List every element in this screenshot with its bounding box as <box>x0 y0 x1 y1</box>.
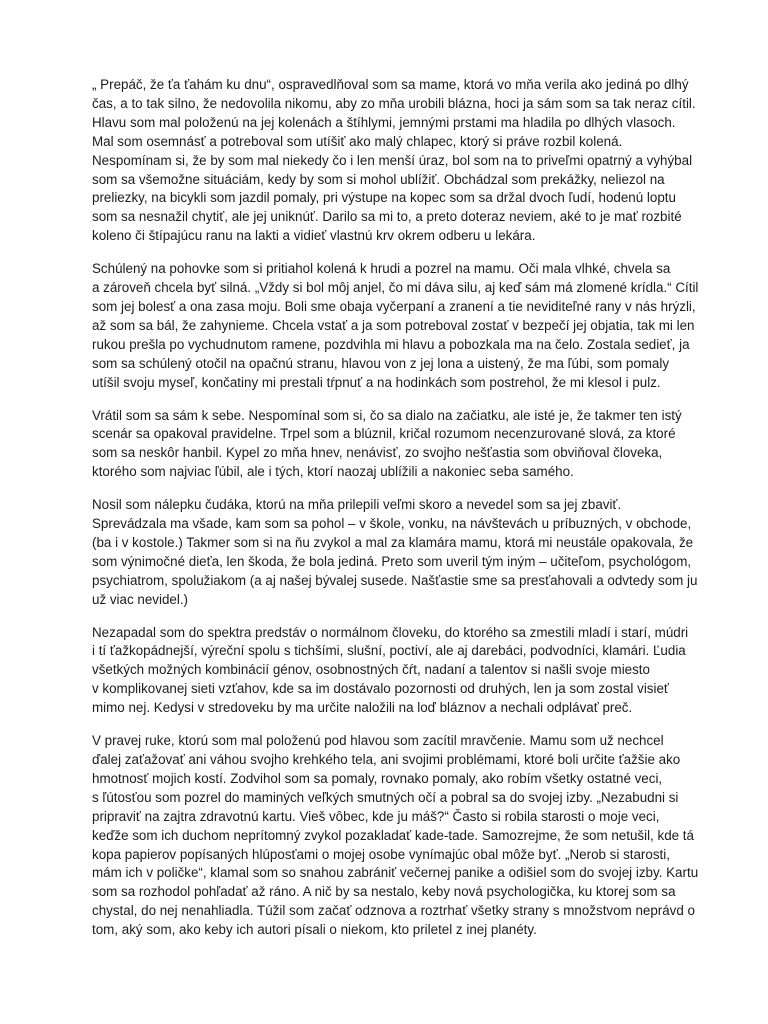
text-line: Vrátil som sa sám k sebe. Nespomínal som si, čo sa dialo na začiatku, ale isté je, že takmer ten istý <box>92 407 682 423</box>
paragraph <box>92 260 699 392</box>
document-body <box>92 76 699 954</box>
text-line: som sa schúlený otočil na opačnú stranu, hlavou von z jej lona a uistený, že ma ľúbi, som pomaly <box>92 355 670 371</box>
text-line: pripraviť na zajtra zdravotnú kartu. Vieš vôbec, kde ju máš?“ Často si robila starosti o moje veci, <box>92 808 660 824</box>
text-line: mám ich v poličke“, klamal som so snahou zabrániť večernej panike a odišiel som do svojej izby. Kartu <box>92 865 699 881</box>
text-line: v komplikovanej sieti vzťahov, kde sa im dostávalo pozornosti od druhých, len ja som zostal visieť <box>92 681 669 697</box>
text-line: ktorého som najviac ľúbil, ale i tých, ktorí naozaj ublížili a nakoniec seba samého. <box>92 464 574 480</box>
paragraph <box>92 407 690 483</box>
text-line: mimo nej. Kedysi v stredoveku by ma určite naložili na loď bláznov a nechali odplávať preč. <box>92 700 633 716</box>
text-line: „ Prepáč, že ťa ťahám ku dnu“, ospravedlňoval som sa mame, ktorá vo mňa verila ako jediná po dlhý <box>92 77 689 92</box>
text-line: s ľútosťou som pozrel do maminých veľkých smutných očí a pobral sa do svojej izby. „Nezabudni si <box>92 789 679 805</box>
text-line: utíšil svoju myseľ, končatiny mi prestali tŕpnuť a na hodinkách som postrehol, že mi klesol i pulz. <box>92 374 661 390</box>
text-line: (ba i v kostole.) Takmer som si na ňu zvykol a mal za klamára mamu, ktorá mi neustále opakovala, že <box>92 534 694 550</box>
text-line: čas, a to tak silno, že nedovolila nikomu, aby zo mňa urobili blázna, hoci ja sám som sa tak neraz cítil. <box>92 95 696 111</box>
text-line: som sa neskôr hanbil. Kypel zo mňa hnev, nenávisť, zo svojho nešťastia som obviňoval človeka, <box>92 445 663 461</box>
text-line: i tí ťažkopádnejší, výreční spolu s tichšími, slušní, poctiví, ale aj darebáci, podvodníci, klamári. Ľudia <box>92 643 686 659</box>
text-line: som sa rozhodol pohľadať až ráno. A nič by sa nestalo, keby nová psychologička, ku ktorej som sa <box>92 884 676 900</box>
text-line: ďalej zaťažovať ani váhou svojho krehkého tela, ani svojimi problémami, ktoré boli určite ťažšie ako <box>92 752 681 767</box>
paragraph <box>92 732 699 940</box>
text-line: Hlavu som mal položenú na jej kolenách a štíhlymi, jemnými prstami ma hladila po dlhých vlasoch. <box>92 114 676 130</box>
text-line: V pravej ruke, ktorú som mal položenú pod hlavou som zacítil mravčenie. Mamu som už nechcel <box>92 733 664 749</box>
text-line: som sa nesnažil chytiť, ale jej uniknúť. Darilo sa mi to, a preto doteraz neviem, aké to je mať rozbité <box>92 209 682 225</box>
text-line: Mal som osemnásť a potreboval som utíšiť ako malý chlapec, ktorý si práve rozbil kolená. <box>92 133 623 149</box>
text-line: hmotnosť mojich kostí. Zodvihol som sa pomaly, rovnako pomaly, ako robím všetky ostatné veci, <box>92 770 663 786</box>
text-line: keďže som ich duchom neprítomný zvykol pozakladať kade-tade. Samozrejme, že som netušil, kde tá <box>92 827 694 843</box>
text-line: som sa všemožne situáciám, kedy by som si mohol ublížiť. Obchádzal som prekážky, neliezol na <box>92 171 665 187</box>
paragraph <box>92 76 696 246</box>
text-line: preliezky, na bicykli som jazdil pomaly, pri výstupe na kopec som sa držal dvoch ľudí, hodenú loptu <box>92 190 676 206</box>
text-line: už viac nevidel.) <box>92 591 189 607</box>
paragraph <box>92 496 698 609</box>
text-line: chystal, do nej nenahliadla. Túžil som začať odznova a roztrhať všetky strany s množstvom neprávd o <box>92 903 695 919</box>
text-line: Nosil som nálepku čudáka, ktorú na mňa prilepili veľmi skoro a nevedel som sa jej zbaviť. <box>92 497 622 513</box>
text-line: psychiatrom, spolužiakom (a aj našej bývalej susede. Našťastie sme sa presťahovali a odvtedy som ju <box>92 572 698 588</box>
text-line: až som sa bál, že zahynieme. Chcela vstať a ja som potreboval zostať v bezpečí jej objatia, tak mi len <box>92 317 695 333</box>
text-line: a zároveň chcela byť silná. „Vždy si bol môj anjel, čo mi dáva silu, aj keď sám má zlomené krídla.“ Cítil <box>92 280 699 296</box>
text-line: Nespomínam si, že by som mal niekedy čo i len menší úraz, bol som na to priveľmi opatrný a vyhýbal <box>92 152 693 168</box>
paragraph <box>92 624 690 719</box>
text-line: kopa papierov popísaných hlúposťami o mojej osobe vynímajúc obal môže byť. „Nerob si starosti, <box>92 846 670 862</box>
text-line: som jej bolesť a ona zasa moju. Boli sme obaja vyčerpaní a zranení a tie neviditeľné rany v nás hrýzli, <box>92 298 696 314</box>
text-line: Schúlený na pohovke som si pritiahol kolená k hrudi a pozrel na mamu. Oči mala vlhké, chvela sa <box>92 261 671 277</box>
text-line: som výnimočné dieťa, len škoda, že bola jediná. Preto som uveril tým iným – učiteľom, psychológom, <box>92 553 692 569</box>
text-line: Nezapadal som do spektra predstáv o normálnom človeku, do ktorého sa zmestili mladí i starí, múdri <box>92 624 689 640</box>
text-line: tom, aký som, ako keby ich autori písali o niekom, kto priletel z inej planéty. <box>92 922 537 938</box>
text-line: scenár sa opakoval pravidelne. Trpel som a blúznil, kričal rozumom necenzurované slová, za ktoré <box>92 426 676 442</box>
text-line: všetkých možných kombinácií génov, osobnostných čŕt, nadaní a talentov si našli svoje miesto <box>92 662 650 678</box>
text-line: rukou prešla po vychudnutom ramene, pozdvihla mi hlavu a pobozkala ma na čelo. Zostala sedieť, ja <box>92 336 690 352</box>
text-line: Sprevádzala ma všade, kam som sa pohol – v škole, vonku, na návštevách u príbuzných, v obchode, <box>92 516 692 532</box>
text-line: koleno či štípajúcu ranu na lakti a vidieť vlastnú krv okrem odberu u lekára. <box>92 228 536 244</box>
